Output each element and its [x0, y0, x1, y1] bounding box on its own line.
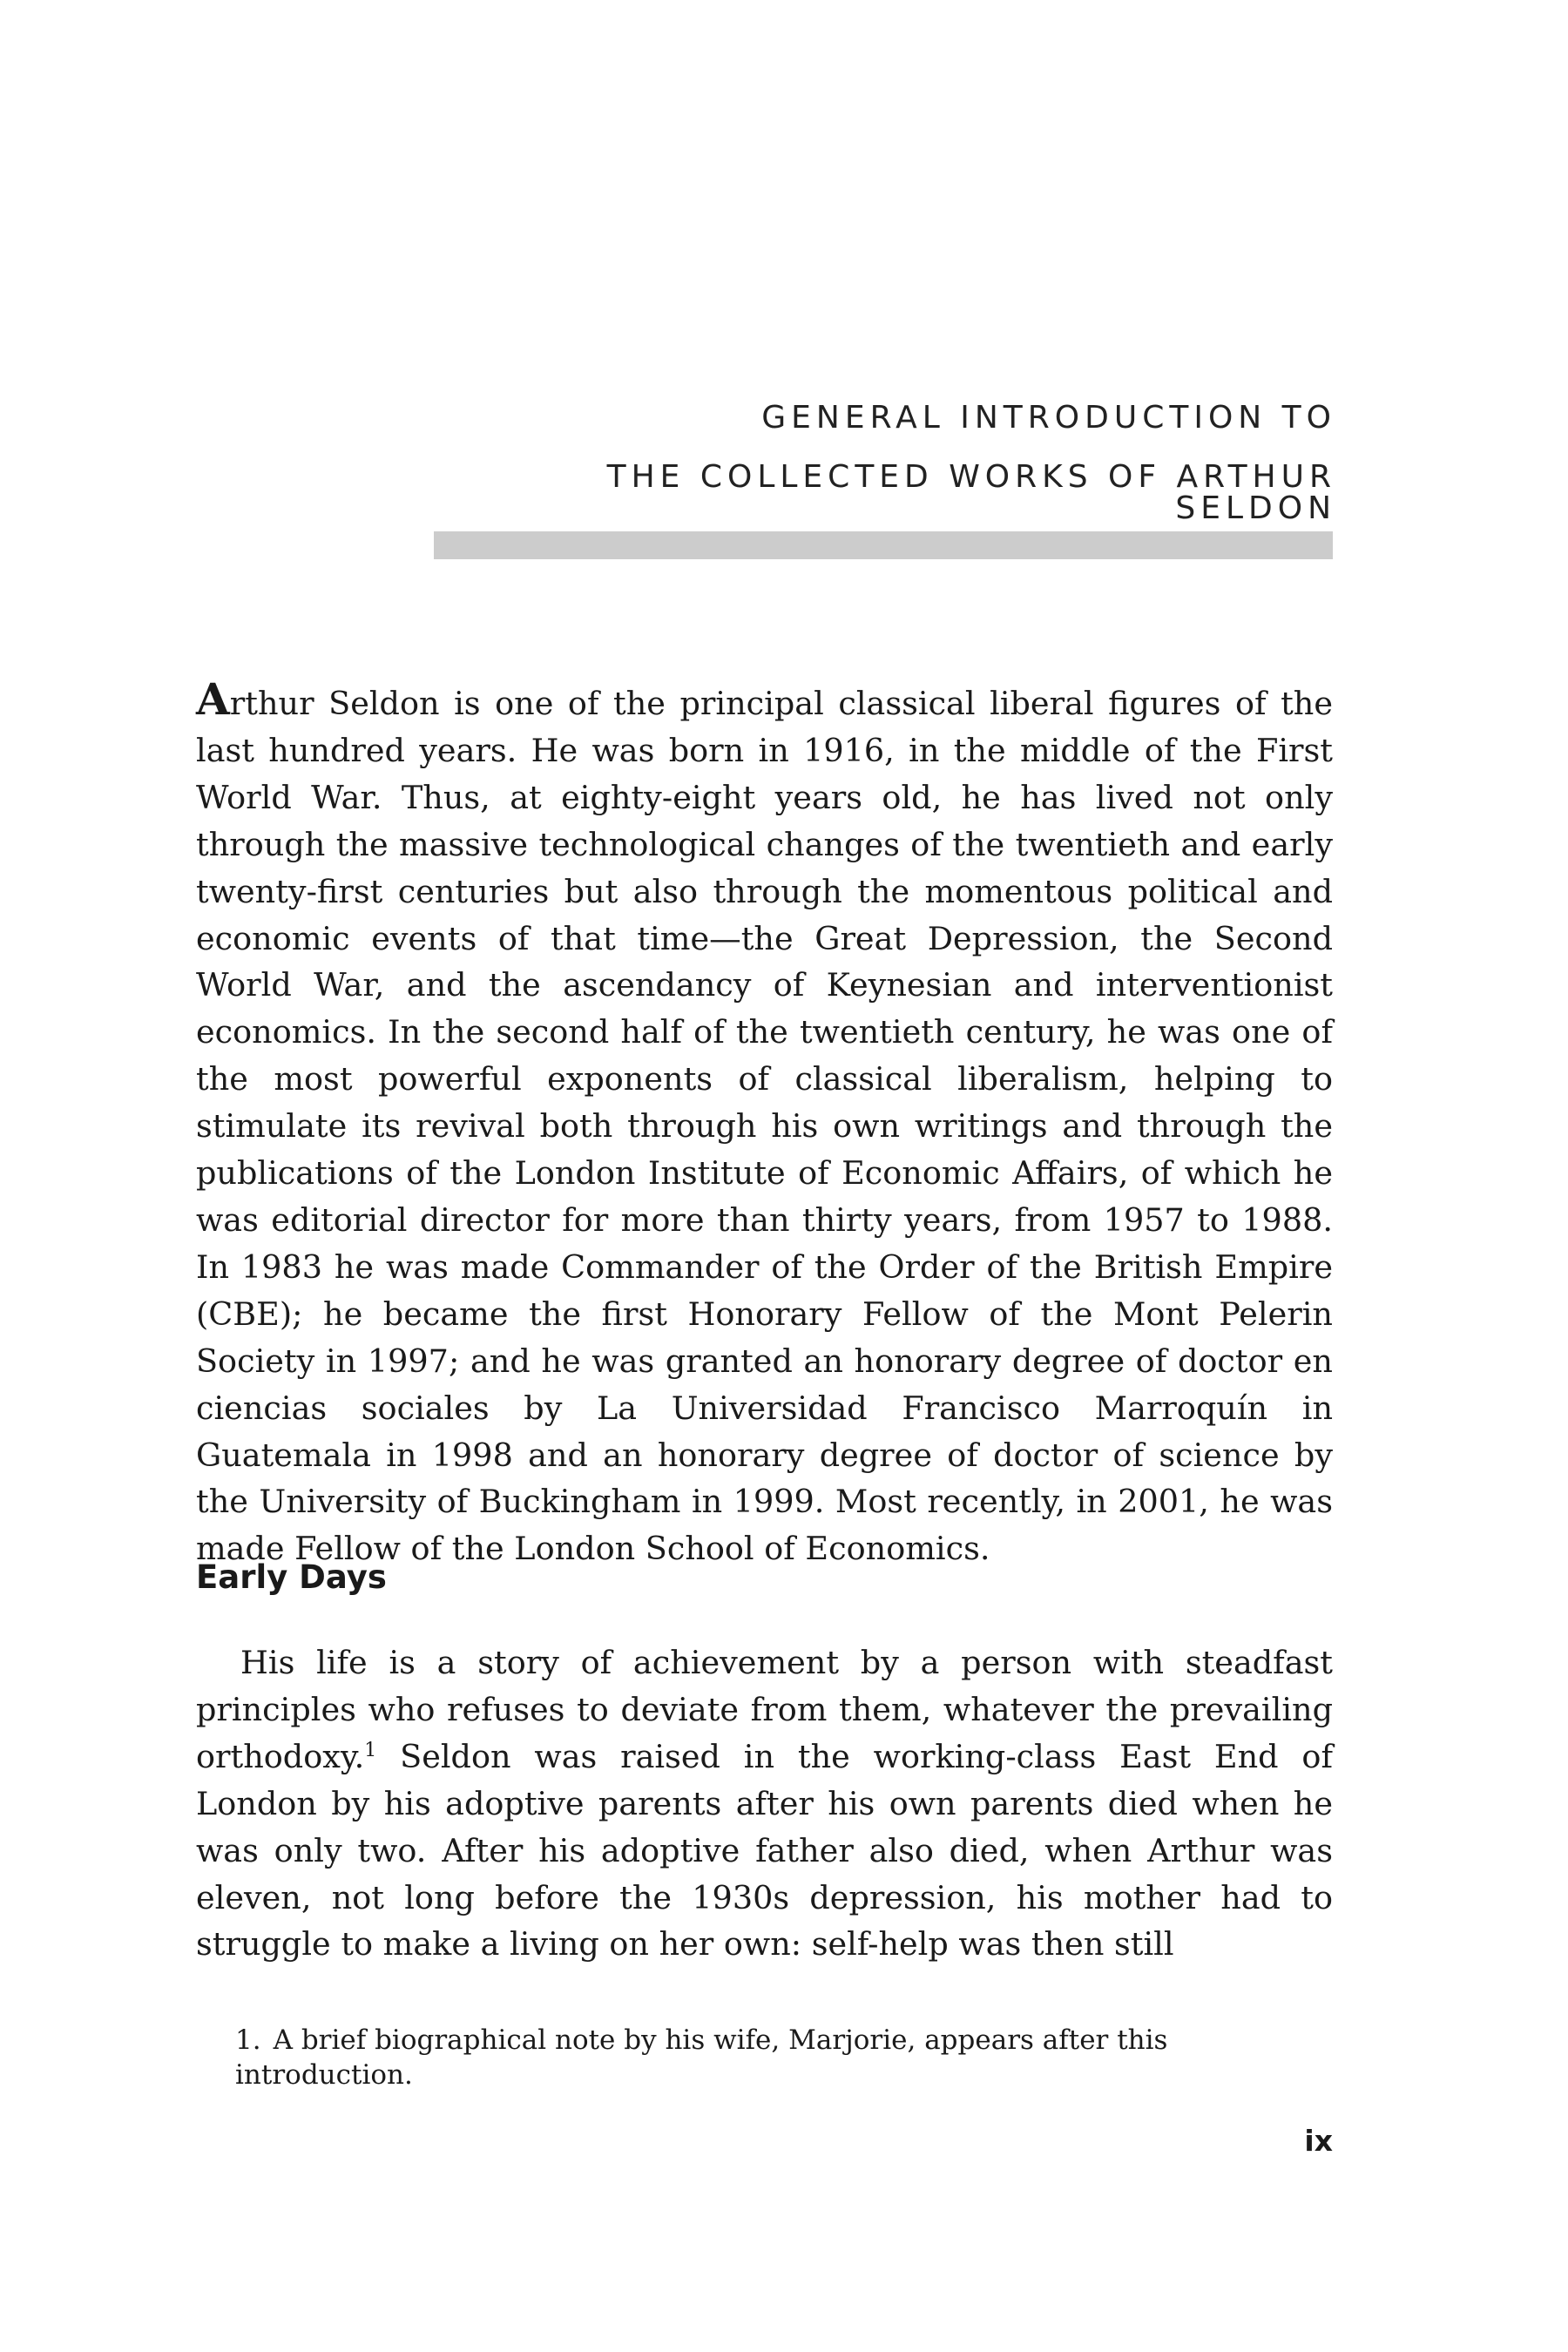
heading-rule	[434, 531, 1333, 559]
footnote-reference[interactable]: 1	[364, 1739, 377, 1761]
chapter-heading-line-1: GENERAL INTRODUCTION TO	[761, 400, 1336, 436]
intro-text: rthur Seldon is one of the principal classical liberal figures of the last hundred years. He was born in 1916, in the middle of the First World War. Thus, at eighty-eight years old, he has lived not only through the massive technological changes of the twentieth and early twenty-first centuries but also through the momentous political and economic events of that time—the Great Depression, the Second World War, and the ascendancy of Keynesian and interventionist economics. In the second half of the twentieth century, he was one of the most powerful exponents of classical liberalism, helping to stimulate its revival both through his own writings and through the publications of the London Institute of Economic Affairs, of which he was editorial director for more than thirty years, from 1957 to 1988. In 1983 he was made Commander of the Order of the British Empire (CBE); he became the first Honorary Fellow of the Mont Pelerin Society in 1997; and he was granted an honorary degree of doctor en ciencias sociales by La Universidad Francisco Marroquín in Guatemala in 1998 and an honorary degree of doctor of science by the University of Buckingham in 1999. Most recently, in 2001, he was made Fellow of the London School of Economics.	[196, 685, 1333, 1568]
footnote-number: 1.	[235, 2024, 261, 2056]
early-days-paragraph	[196, 1639, 1333, 1968]
drop-cap: A	[196, 673, 230, 725]
section-heading: Early Days	[196, 1558, 387, 1596]
page-number: ix	[1304, 2124, 1333, 2158]
early-days-text-1: His life is a story of achievement by a person with steadfast principles who refuses to deviate from them, whatever the prevailing orthodoxy.	[196, 1644, 1333, 1775]
chapter-heading	[434, 400, 1336, 526]
footnote	[235, 2023, 1333, 2092]
footnote-text: A brief biographical note by his wife, Marjorie, appears after this introduction.	[235, 2024, 1168, 2091]
early-days-text-2: Seldon was raised in the working-class East End of London by his adoptive parents after his own parents died when he was only two. After his adoptive father also died, when Arthur was eleven, not long before the 1930s depression, his mother had to struggle to make a living on her own: self-help was then still	[196, 1737, 1333, 1963]
intro-paragraph	[196, 673, 1333, 1572]
chapter-heading-line-2: THE COLLECTED WORKS OF ARTHUR SELDON	[606, 459, 1336, 526]
